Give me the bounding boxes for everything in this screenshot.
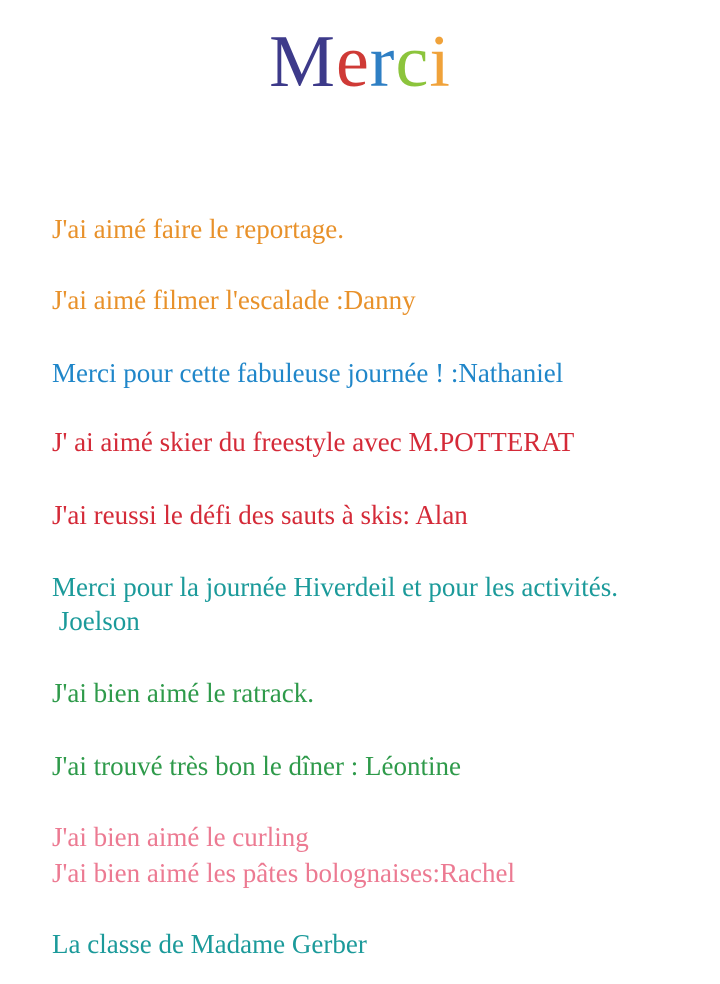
title-letter: c bbox=[395, 21, 430, 103]
message-line: J'ai bien aimé les pâtes bolognaises:Rachel bbox=[52, 858, 515, 888]
message-line: J'ai trouvé très bon le dîner : Léontine bbox=[52, 751, 461, 781]
message-line: J'ai aimé filmer l'escalade :Danny bbox=[52, 285, 416, 315]
message-line: J'ai bien aimé le curling bbox=[52, 822, 309, 852]
title-letter: r bbox=[369, 21, 396, 103]
message-line: Merci pour la journée Hiverdeil et pour les activités. bbox=[52, 572, 619, 602]
message-line: J' ai aimé skier du freestyle avec M.POTTERAT bbox=[52, 427, 575, 457]
title-letter: e bbox=[335, 21, 370, 103]
message-line: J'ai reussi le défi des sauts à skis: Alan bbox=[52, 500, 468, 530]
signature-line: La classe de Madame Gerber bbox=[52, 929, 367, 959]
title-letter: M bbox=[269, 21, 336, 103]
message-line: J'ai bien aimé le ratrack. bbox=[52, 678, 314, 708]
message-line: Merci pour cette fabuleuse journée ! :Nathaniel bbox=[52, 358, 564, 388]
title-letter: i bbox=[429, 21, 451, 103]
message-line: Joelson bbox=[52, 606, 140, 636]
message-line: J'ai aimé faire le reportage. bbox=[52, 214, 344, 244]
page-title bbox=[0, 22, 720, 102]
